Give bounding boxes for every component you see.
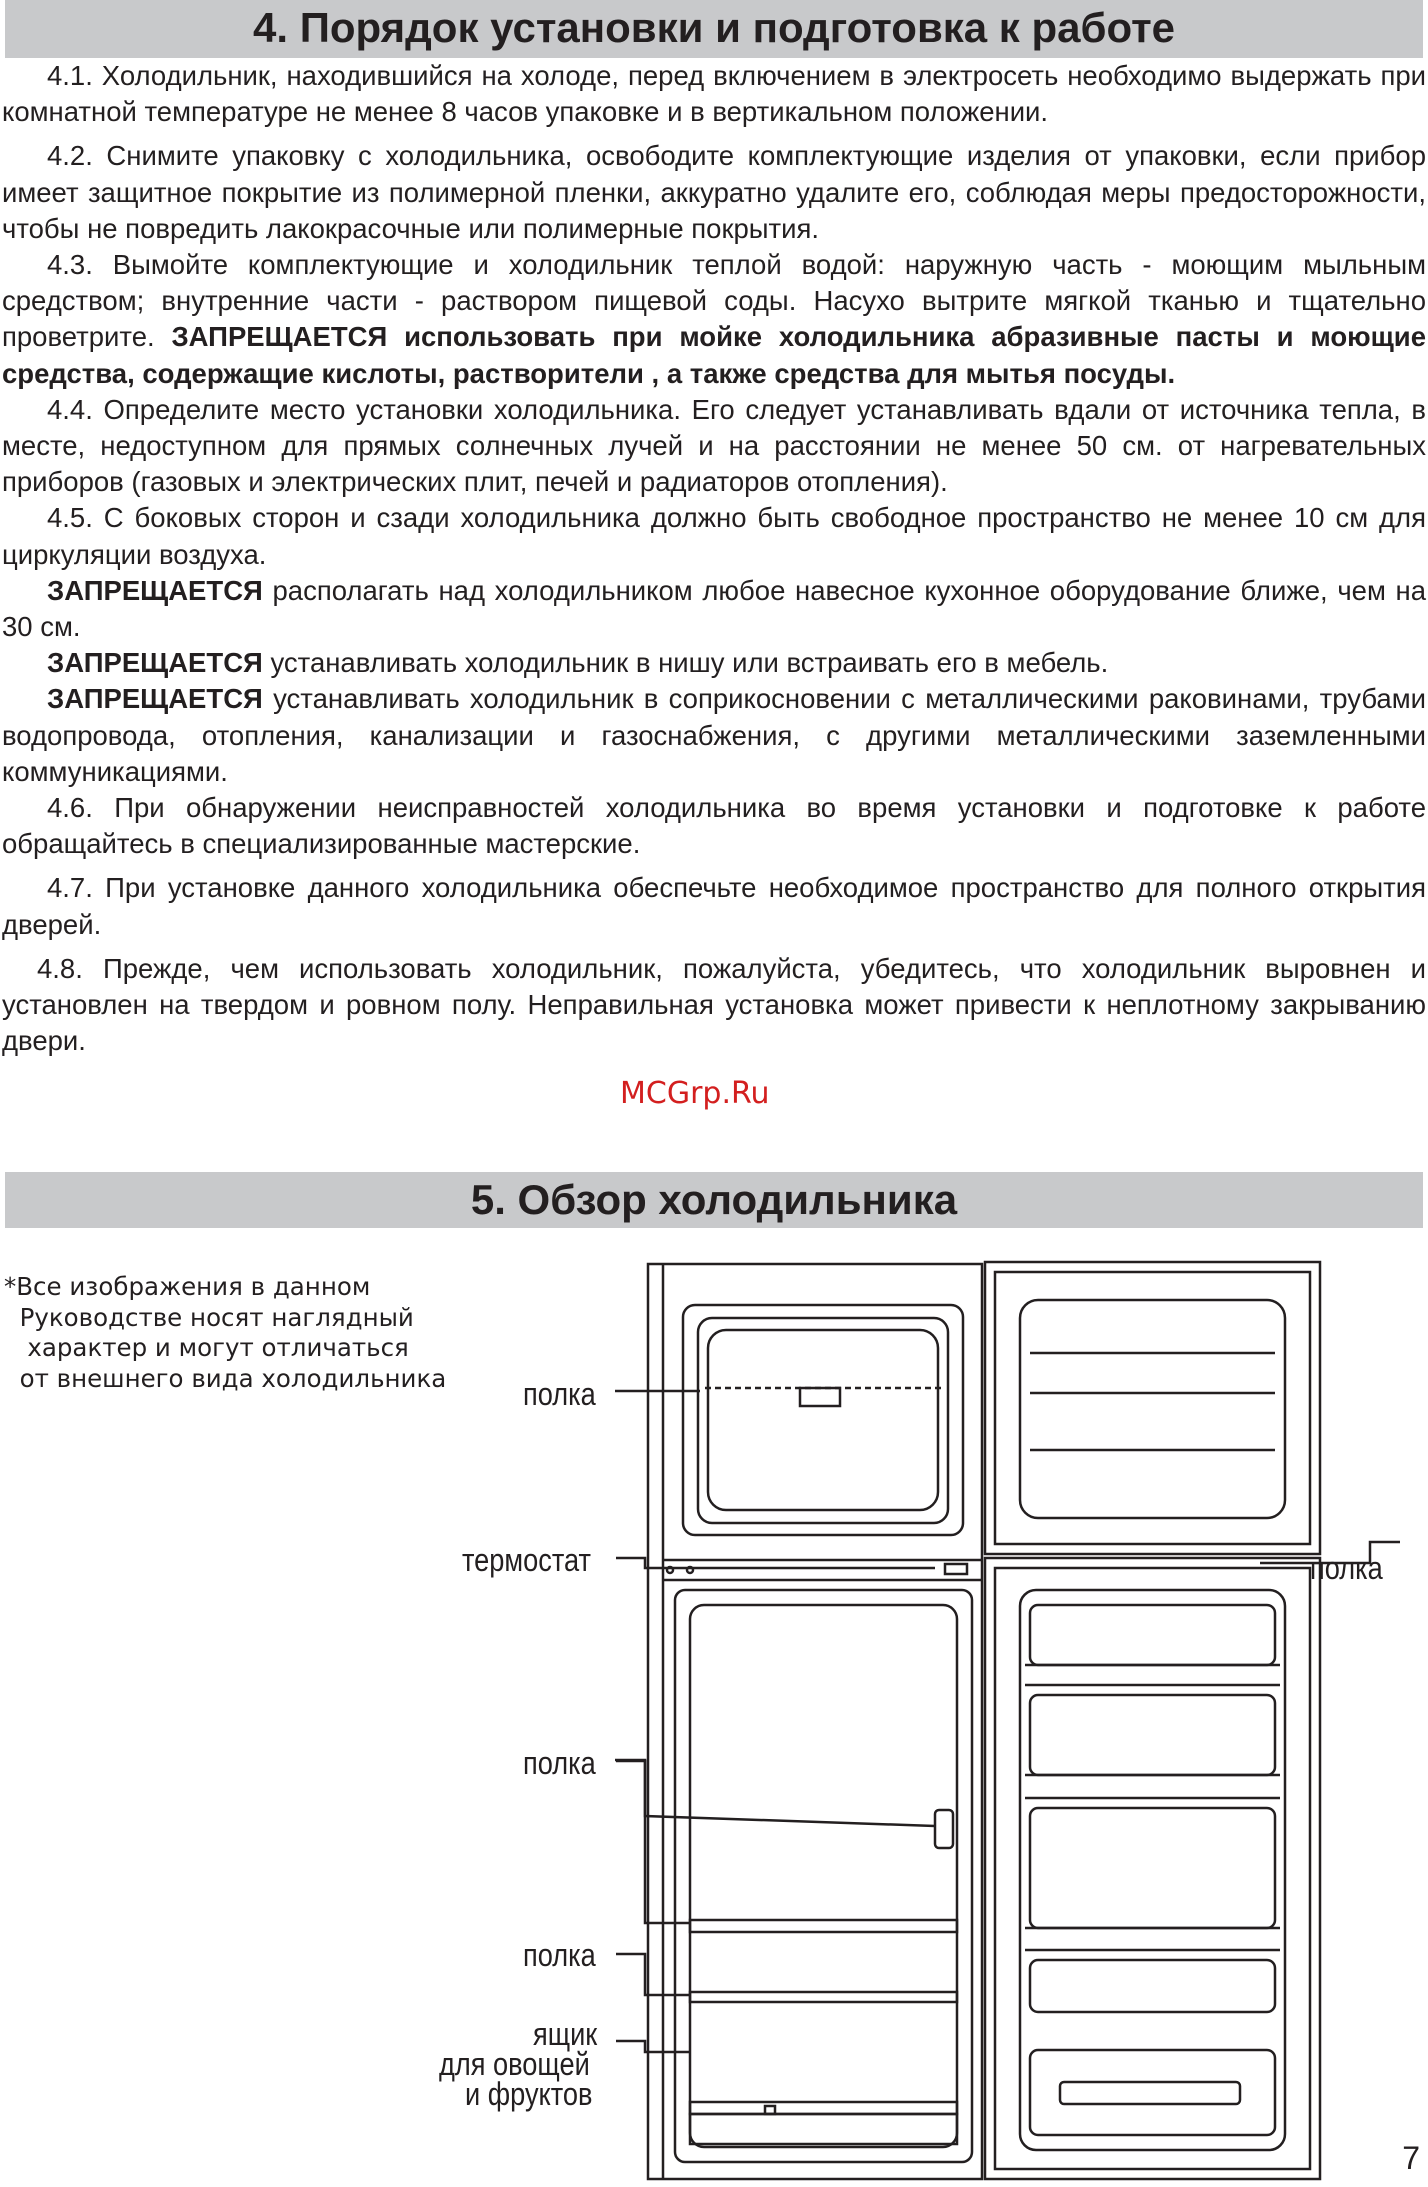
door-bottle-shelf bbox=[1030, 2050, 1275, 2135]
paragraph-4-5: 4.5. С боковых сторон и сзади холодильника должно быть свободное пространство не менее 10 см для циркуляции воздуха. bbox=[2, 502, 1426, 570]
paragraph-4-4: 4.4. Определите место установки холодильника. Его следует устанавливать вдали от источника тепла, в месте, недоступном для прямых солнечных лучей и на расстоянии не менее 50 см. от нагревательных приборов (газовых и электрических плит, печей и радиаторов отопления). bbox=[2, 393, 1426, 498]
page-number: 7 bbox=[1402, 2140, 1420, 2176]
section-4-body bbox=[2, 58, 1426, 1059]
label-shelf-freezer: полка bbox=[523, 1376, 596, 1412]
forbid-3 bbox=[2, 681, 1426, 790]
fridge-door bbox=[985, 1558, 1320, 2179]
paragraph-4-1: 4.1. Холодильник, находившийся на холоде, перед включением в электросеть необходимо выдержать при комнатной температуре не менее 8 часов упаковке и в вертикальном положении. bbox=[2, 60, 1426, 128]
label-crisper-line-2: для овощей bbox=[439, 2046, 590, 2082]
label-shelf-door: полка bbox=[1310, 1550, 1383, 1586]
paragraph-4-6: 4.6. При обнаружении неисправностей холодильника во время установки и подготовке к работе обращайтесь в специализированные мастерские. bbox=[2, 792, 1426, 860]
fridge-shelf bbox=[690, 1920, 957, 1932]
section-5-title: 5. Обзор холодильника bbox=[5, 1172, 1423, 1228]
fridge-compartment bbox=[675, 1590, 972, 2162]
forbid-word: ЗАПРЕЩАЕТСЯ bbox=[47, 683, 263, 715]
paragraph-4-3 bbox=[2, 247, 1426, 392]
forbid-3-text: устанавливать холодильник в соприкосновении с металлическими раковинами, трубами водопровода, отопления, канализации и газоснабжения, с другими металлическими заземленными коммуникациями. bbox=[2, 683, 1426, 787]
fridge-diagram bbox=[0, 1240, 1428, 2187]
forbid-2-text: устанавливать холодильник в нишу или встраивать его в мебель. bbox=[270, 647, 1109, 679]
forbid-word: ЗАПРЕЩАЕТСЯ bbox=[47, 574, 263, 606]
door-balcony bbox=[1030, 1695, 1275, 1775]
section-4-title: 4. Порядок установки и подготовка к работе bbox=[5, 0, 1423, 58]
paragraph-4-7: 4.7. При установке данного холодильника обеспечьте необходимое пространство для полного открытия дверей. bbox=[2, 872, 1426, 940]
door-balcony bbox=[1030, 1808, 1275, 1928]
watermark: MCGrp.Ru bbox=[620, 1076, 770, 1111]
forbid-1 bbox=[2, 573, 1426, 645]
fridge-shelf bbox=[690, 2102, 957, 2114]
paragraph-4-3-warning: ЗАПРЕЩАЕТСЯ использовать при мойке холодильника абразивные пасты и моющие средства, содержащие кислоты, растворители , а также средства для мытья посуды. bbox=[2, 321, 1426, 389]
label-crisper-line-3: и фруктов bbox=[465, 2076, 593, 2112]
door-balcony bbox=[1030, 1960, 1275, 2012]
freezer-compartment bbox=[683, 1305, 963, 1535]
paragraph-4-8: 4.8. Прежде, чем использовать холодильник, пожалуйста, убедитесь, что холодильник выровнен и установлен на твердом и ровном полу. Неправильная установка может привести к неплотному закрыванию двери. bbox=[2, 952, 1426, 1057]
forbid-word: ЗАПРЕЩАЕТСЯ bbox=[47, 647, 263, 679]
crisper-drawer bbox=[690, 2114, 957, 2144]
label-crisper-line-1: ящик bbox=[533, 2016, 598, 2052]
label-thermostat: термостат bbox=[462, 1542, 591, 1578]
label-shelf-mid: полка bbox=[523, 1745, 596, 1781]
fridge-shelf bbox=[690, 1992, 957, 2002]
leader-crisper bbox=[616, 2041, 690, 2052]
door-balcony bbox=[1030, 1605, 1275, 1665]
freezer-door bbox=[985, 1262, 1320, 1554]
leader-shelf-mid bbox=[616, 1761, 690, 1923]
leader-shelf-low bbox=[616, 1954, 690, 1995]
label-shelf-low: полка bbox=[523, 1937, 596, 1973]
thermostat-knob bbox=[935, 1810, 953, 1848]
forbid-2 bbox=[2, 645, 1426, 681]
forbid-1-text: располагать над холодильником любое навесное кухонное оборудование ближе, чем на 30 см. bbox=[2, 574, 1427, 643]
paragraph-4-3-text: 4.3. Вымойте комплектующие и холодильник теплой водой: наружную часть - моющим мыльным средством; внутренние части - раствором пищевой соды. Насухо вытрите мягкой тканью и тщательно проветрите. bbox=[2, 249, 1426, 353]
disclaimer-note: *Все изображения в данном Руководстве носят наглядный характер и могут отличаться от внешнего вида холодильника bbox=[4, 1272, 447, 1393]
paragraph-4-2: 4.2. Снимите упаковку с холодильника, освободите комплектующие изделия от упаковки, если прибор имеет защитное покрытие из полимерной пленки, аккуратно удалите его, соблюдая меры предосторожности, чтобы не повредить лакокрасочные или полимерные покрытия. bbox=[2, 140, 1426, 244]
